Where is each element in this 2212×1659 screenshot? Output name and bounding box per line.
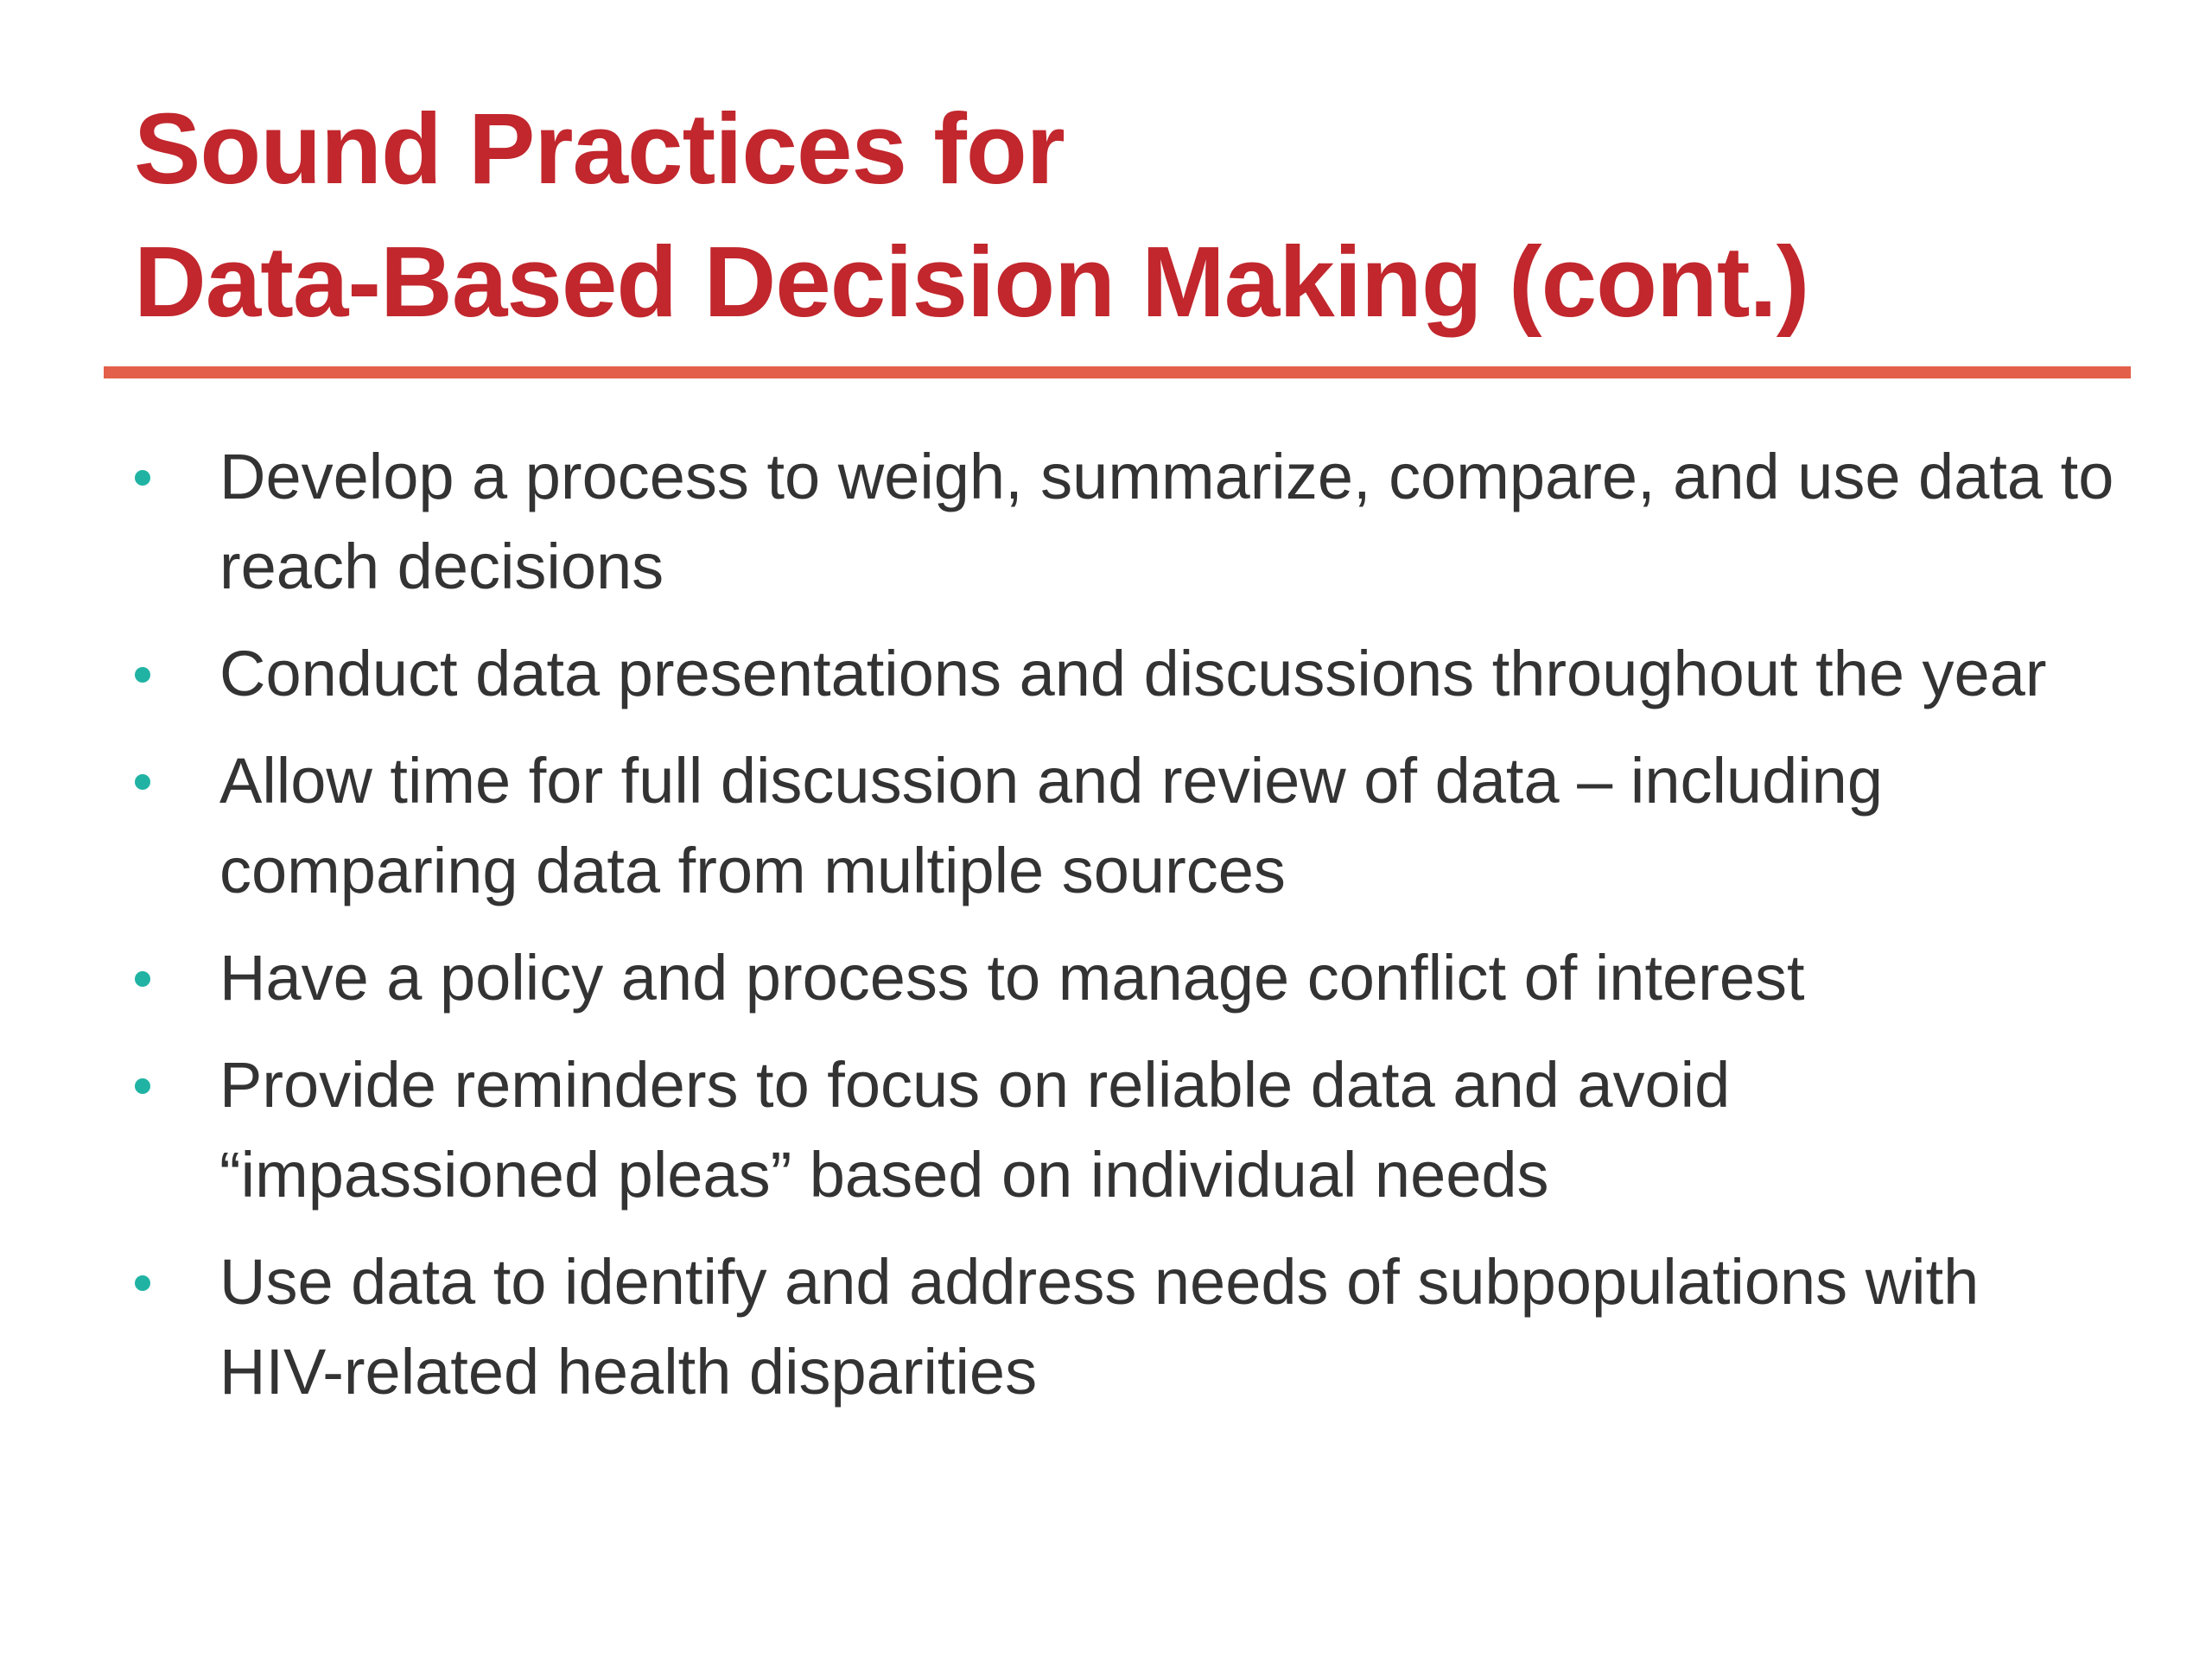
bullet-item <box>130 736 2117 916</box>
bullet-text: Have a policy and process to manage conflict of interest <box>219 942 1805 1014</box>
bullet-item <box>130 432 2117 612</box>
slide-title <box>134 82 2121 348</box>
bullet-text: Conduct data presentations and discussions throughout the year <box>219 638 2047 709</box>
bullet-dot-icon <box>135 774 150 790</box>
bullet-dot-icon <box>135 1078 150 1094</box>
bullet-dot-icon <box>135 971 150 987</box>
bullet-item <box>130 1237 2117 1417</box>
title-line-2: Data-Based Decision Making (cont.) <box>134 226 1809 338</box>
bullet-dot-icon <box>135 470 150 486</box>
title-divider <box>104 366 2131 378</box>
bullet-item <box>130 933 2117 1023</box>
bullet-dot-icon <box>135 1275 150 1291</box>
bullet-text: Use data to identify and address needs of subpopulations with HIV-related health disparities <box>219 1246 1980 1408</box>
bullet-text: Provide reminders to focus on reliable data and avoid “impassioned pleas” based on individual needs <box>219 1049 1731 1211</box>
bullet-item <box>130 1040 2117 1220</box>
bullet-text: Allow time for full discussion and review of data – including comparing data from multiple sources <box>219 745 1883 906</box>
bullet-text: Develop a process to weigh, summarize, compare, and use data to reach decisions <box>219 441 2114 602</box>
bullet-item <box>130 629 2117 719</box>
title-line-1: Sound Practices for <box>134 92 1065 205</box>
bullet-dot-icon <box>135 667 150 683</box>
bullet-list <box>130 432 2117 1434</box>
